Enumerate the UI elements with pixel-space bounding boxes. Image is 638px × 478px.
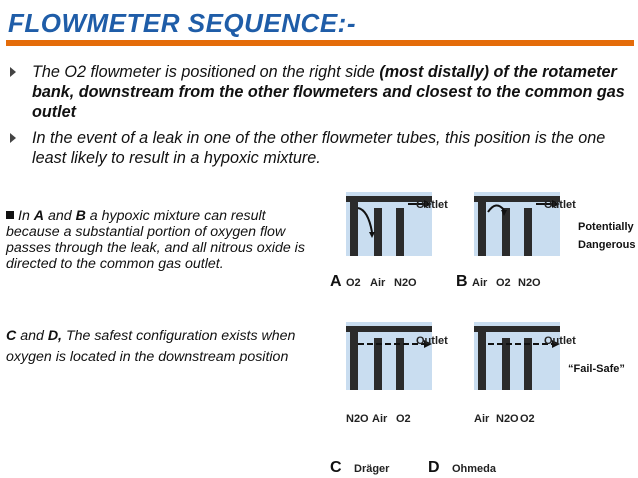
title-underline	[6, 40, 634, 46]
gas-label: O2	[520, 413, 535, 425]
outlet-label: Outlet	[544, 199, 576, 211]
maker-label: Dräger	[354, 463, 390, 475]
maker-label: Ohmeda	[452, 463, 497, 475]
para-text: a hypoxic mixture can result because a substantial portion of oxygen flow passes through the leak, and all nitrous oxide is directed to the common gas outlet.	[6, 208, 305, 272]
para-text: and	[44, 208, 76, 224]
potentially-label: Potentially	[578, 221, 634, 233]
para-text: In	[18, 208, 34, 224]
gas-label: O2	[346, 277, 361, 289]
gas-label: Air	[370, 277, 386, 289]
bullet-text: The O2 flowmeter is positioned on the right side	[32, 63, 380, 81]
paragraph-safest	[6, 326, 306, 368]
fail-safe-label: “Fail-Safe”	[568, 363, 625, 375]
outlet-label: Outlet	[416, 199, 448, 211]
bullet-bold-text: (most distally) of the rotameter bank, downstream from the other flowmeters and closest to the common gas outlet	[32, 63, 625, 121]
panel-c-diagram	[346, 322, 448, 390]
bullet-item	[8, 128, 626, 168]
gas-label: Air	[474, 413, 490, 425]
gas-label: N2O	[496, 413, 519, 425]
gas-label: N2O	[518, 277, 541, 289]
panel-d-diagram	[474, 322, 576, 390]
outlet-label: Outlet	[544, 335, 576, 347]
bullet-text: In the event of a leak in one of the other flowmeter tubes, this position is the one least likely to result in a hypoxic mixture.	[32, 129, 606, 167]
para-text: The safest configuration exists when oxygen is located in the downstream position	[6, 328, 296, 365]
panel-letter: D	[428, 459, 440, 476]
gas-label: O2	[496, 277, 511, 289]
panel-b-diagram	[474, 192, 576, 256]
panel-letter: A	[330, 273, 342, 290]
gas-label: Air	[372, 413, 388, 425]
square-bullet-icon	[6, 211, 14, 219]
dangerous-label: Dangerous	[578, 239, 636, 251]
gas-label: N2O	[346, 413, 369, 425]
gas-label: Air	[472, 277, 488, 289]
flowmeter-figure	[328, 186, 636, 478]
paragraph-hypoxic	[6, 208, 316, 272]
para-emph: A	[33, 208, 45, 224]
para-emph: C	[6, 328, 17, 344]
para-text: and	[16, 328, 48, 344]
bullet-arrow-icon	[10, 133, 16, 143]
gas-label: N2O	[394, 277, 417, 289]
slide-title: FLOWMETER SEQUENCE:-	[8, 8, 356, 38]
bullet-item	[8, 62, 626, 122]
para-emph: B	[75, 208, 86, 224]
outlet-label: Outlet	[416, 335, 448, 347]
panel-a-diagram	[346, 192, 448, 256]
bullet-arrow-icon	[10, 67, 16, 77]
para-emph: D,	[47, 328, 62, 344]
gas-label: O2	[396, 413, 411, 425]
bullet-list	[8, 62, 626, 174]
panel-letter: C	[330, 459, 342, 476]
panel-letter: B	[456, 273, 468, 290]
